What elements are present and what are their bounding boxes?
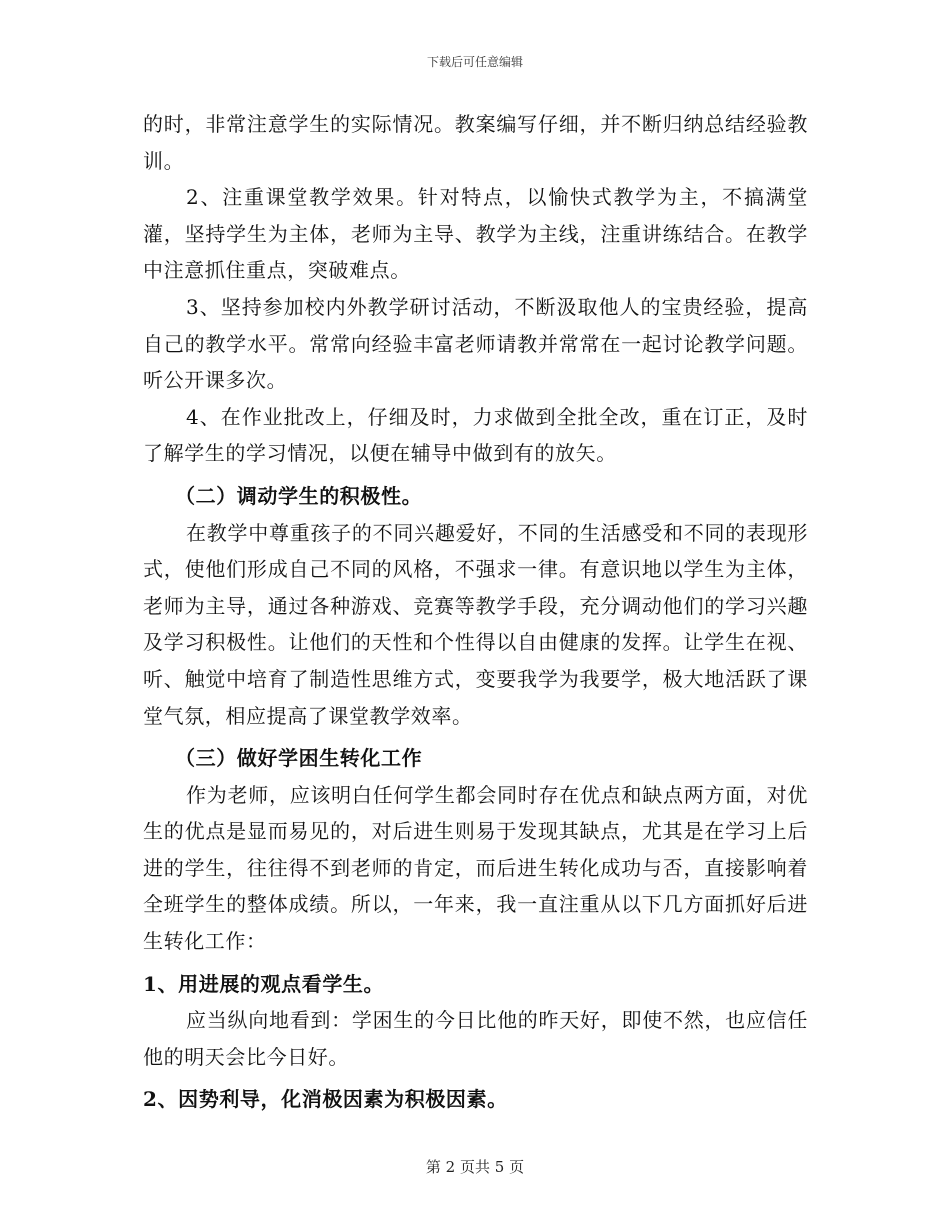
paragraph-item-2: 2、注重课堂教学效果。针对特点，以愉快式教学为主，不搞满堂灌，坚持学生为主体，老师为主导、教学为主线，注重讲练结合。在教学中注意抓住重点，突破难点。 <box>143 185 808 283</box>
page-footer: 第 2 页共 5 页 <box>425 1158 525 1176</box>
body-text <box>143 106 808 1118</box>
subheading-1: 1、用进展的观点看学生。 <box>143 971 385 996</box>
page-header: 下载后可任意编辑 <box>426 55 523 69</box>
paragraph-motivation: 在教学中尊重孩子的不同兴趣爱好，不同的生活感受和不同的表现形式，使他们形成自己不同的风格，不强求一律。有意识地以学生为主体，老师为主导，通过各种游戏、竞赛等教学手段，充分调动他们的学习兴趣及学习积极性。让他们的天性和个性得以自由健康的发挥。让学生在视、听、触觉中培育了制造性思维方式，变要我学为我要学，极大地活跃了课堂气氛，相应提高了课堂教学效率。 <box>143 520 808 728</box>
paragraph-underachievers: 作为老师，应该明白任何学生都会同时存在优点和缺点两方面，对优生的优点是显而易见的，对后进生则易于发现其缺点，尤其是在学习上后进的学生，往往得不到老师的肯定，而后进生转化成功与否，直接影响着全班学生的整体成绩。所以，一年来，我一直注重从以下几方面抓好后进生转化工作： <box>143 782 808 954</box>
paragraph-development-view: 应当纵向地看到：学困生的今日比他的昨天好，即使不然，也应信任他的明天会比今日好。 <box>143 1008 808 1069</box>
paragraph-continuation: 的时，非常注意学生的实际情况。教案编写仔细，并不断归纳总结经验教训。 <box>143 112 808 173</box>
paragraph-item-4: 4、在作业批改上，仔细及时，力求做到全批全改，重在订正，及时了解学生的学习情况，以便在辅导中做到有的放矢。 <box>143 404 808 466</box>
paragraph-item-3: 3、坚持参加校内外教学研讨活动，不断汲取他人的宝贵经验，提高自己的教学水平。常常向经验丰富老师请教并常常在一起讨论教学问题。听公开课多次。 <box>143 294 808 393</box>
subheading-2: 2、因势利导，化消极因素为积极因素。 <box>143 1087 508 1112</box>
section-heading-3: （三）做好学困生转化工作 <box>175 746 423 771</box>
section-heading-2: （二）调动学生的积极性。 <box>175 483 423 508</box>
